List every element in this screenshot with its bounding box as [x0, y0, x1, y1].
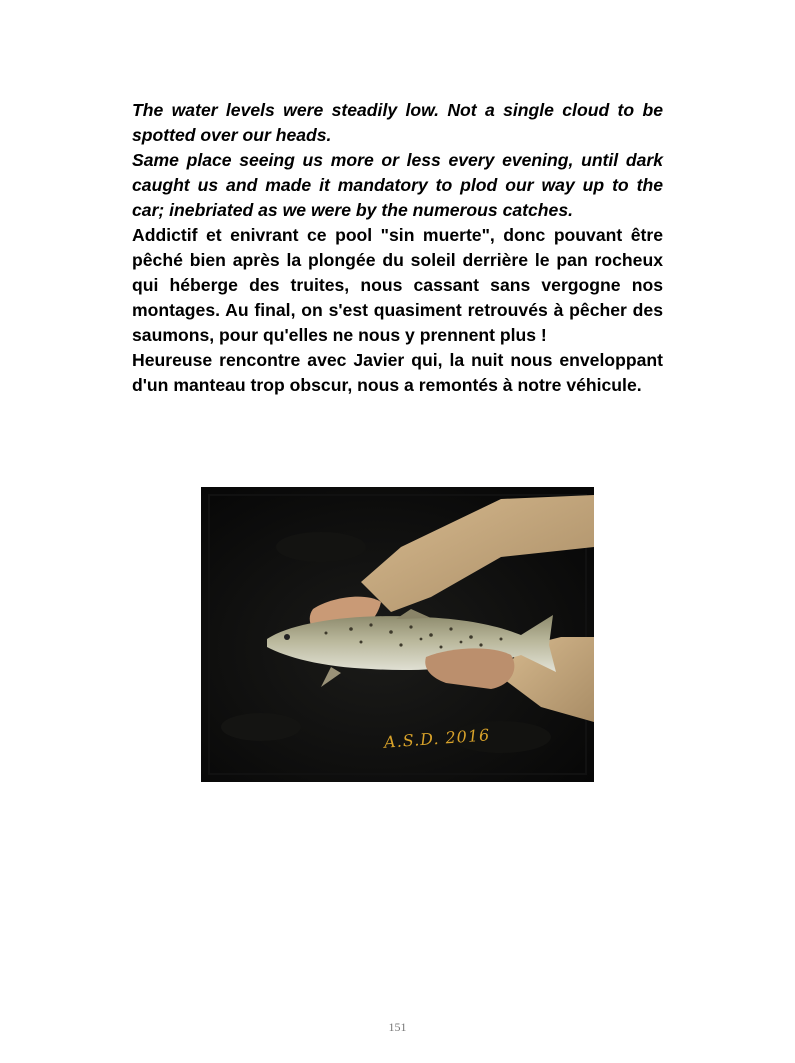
paragraph-3: Addictif et enivrant ce pool "sin muerte", donc pouvant être pêché bien après la plongée du soleil derrière le pan rocheux qui héberge des truites, nous cassant sans vergogne nos montages. Au final, on s'est quasiment retrouvés à pêcher des saumons, pour qu'elles ne nous y prennent plus !: [132, 225, 663, 345]
photo-watermark: A.S.D. 2016: [383, 725, 491, 752]
text-block: [132, 98, 663, 398]
paragraph-4: Heureuse rencontre avec Javier qui, la nuit nous enveloppant d'un manteau trop obscur, nous a remontés à notre véhicule.: [132, 350, 663, 395]
paragraph-2: Same place seeing us more or less every evening, until dark caught us and made it mandatory to plod our way up to the car; inebriated as we were by the numerous catches.: [132, 150, 663, 220]
fish-photo: [201, 487, 594, 782]
page-number: 151: [388, 1020, 407, 1034]
paragraph-1: The water levels were steadily low. Not a single cloud to be spotted over our heads.: [132, 100, 663, 145]
